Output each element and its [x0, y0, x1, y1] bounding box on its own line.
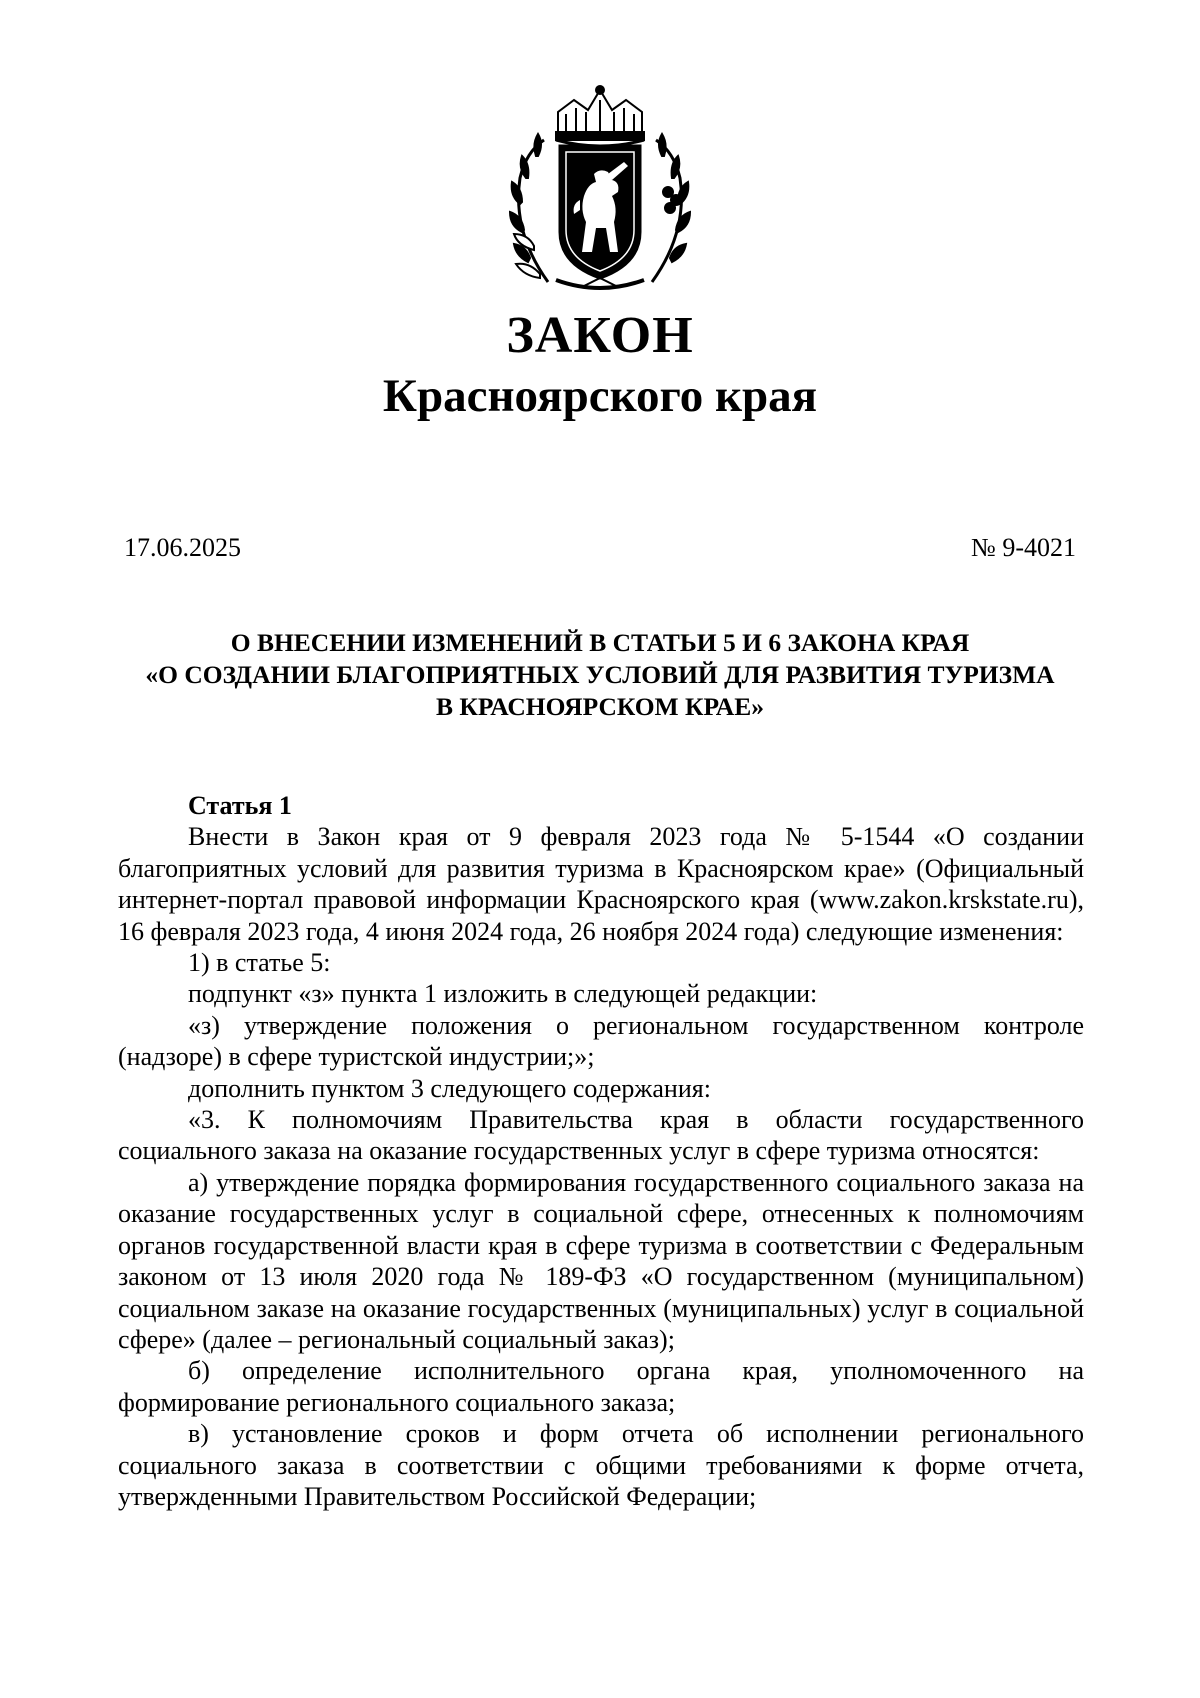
article-paragraph: в) установление сроков и форм отчета об исполнении регионального социального заказа в соответствии с общими требованиями к форме отчета, утвержденными Правительством Российской Федерации;: [118, 1419, 1084, 1511]
law-date: 17.06.2025: [124, 533, 241, 562]
article-body: [118, 790, 1084, 1512]
krasnoyarsk-coat-of-arms-icon: [500, 82, 700, 296]
document-title: ЗАКОН: [506, 307, 694, 364]
law-heading: [110, 627, 1090, 723]
heading-line: О ВНЕСЕНИИ ИЗМЕНЕНИЙ В СТАТЬИ 5 И 6 ЗАКОНА КРАЯ: [230, 628, 970, 657]
article-paragraph: «3. К полномочиям Правительства края в области государственного социального заказа на оказание государственных услуг в сфере туризма относятся:: [118, 1105, 1084, 1166]
article-paragraph: б) определение исполнительного органа края, уполномоченного на формирование регионального социального заказа;: [118, 1356, 1084, 1417]
heading-line: В КРАСНОЯРСКОМ КРАЕ»: [436, 692, 764, 721]
law-number: № 9-4021: [971, 533, 1076, 562]
heading-line: «О СОЗДАНИИ БЛАГОПРИЯТНЫХ УСЛОВИЙ ДЛЯ РАЗВИТИЯ ТУРИЗМА: [145, 660, 1055, 689]
article-paragraph: 1) в статье 5:: [188, 948, 331, 978]
article-paragraph: подпункт «з» пункта 1 изложить в следующей редакции:: [188, 979, 818, 1009]
article-paragraph: Внести в Закон края от 9 февраля 2023 года № 5-1544 «О создании благоприятных условий для развития туризма в Красноярском крае» (Официальный интернет-портал правовой информации Красноярского края (www.zakon.krskstate.ru), 16 февраля 2023 года, 4 июня 2024 года, 26 ноября 2024 года) следующие изменения:: [118, 822, 1084, 946]
article-title: Статья 1: [188, 791, 292, 820]
article-paragraph: дополнить пунктом 3 следующего содержания:: [188, 1073, 711, 1103]
article-paragraph: «з) утверждение положения о региональном государственном контроле (надзоре) в сфере туристской индустрии;»;: [118, 1010, 1084, 1072]
document-subtitle: Красноярского края: [382, 370, 818, 422]
article-paragraph: а) утверждение порядка формирования государственного социального заказа на оказание государственных услуг в социальной сфере, отнесенных к полномочиям органов государственной власти края в сфере туризма в соответствии с Федеральным законом от 13 июля 2020 года № 189-ФЗ «О государственном (муниципальном) социальном заказе на оказание государственных (муниципальных) услуг в социальной сфере» (далее – региональный социальный заказ);: [118, 1167, 1084, 1354]
